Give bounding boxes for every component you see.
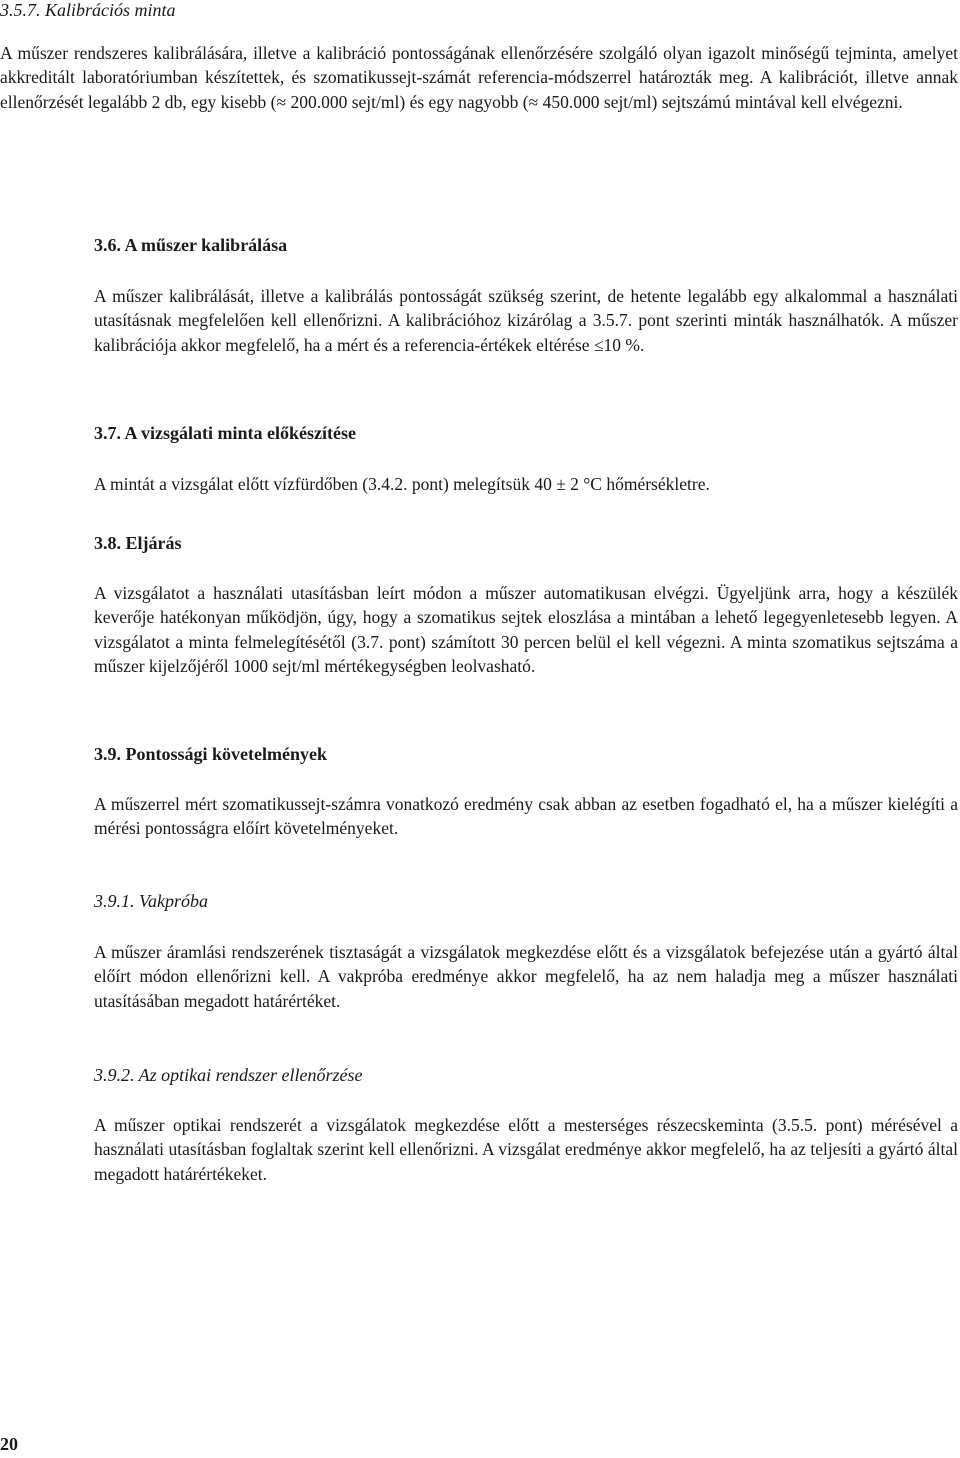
section-3-5-7-paragraph: A műszer rendszeres kalibrálására, illetve a kalibráció pontosságának ellenőrzésére szolgáló olyan igazolt minőségű tejminta, amelyet akkreditált laboratóriumban készítettek, és szomatikussejt-számát referencia-módszerrel határozták meg. A kalibrációt, illetve annak ellenőrzését legalább 2 db, egy kisebb (≈ 200.000 sejt/ml) és egy nagyobb (≈ 450.000 sejt/ml) sejtszámú mintával kell elvégezni. <box>0 43 958 112</box>
section-3-9-1-paragraph: A műszer áramlási rendszerének tisztaságát a vizsgálatok megkezdése előtt és a vizsgálatok befejezése után a gyártó által előírt módon ellenőrizni kell. A vakpróba eredménye akkor megfelelő, ha az nem haladja meg a műszer használati utasításában megadott határértéket. <box>94 942 958 1011</box>
section-3-7-title: 3.7. A vizsgálati minta előkészítése <box>94 423 356 443</box>
section-3-9-1-title: 3.9.1. Vakpróba <box>94 891 208 911</box>
section-3-7-paragraph: A mintát a vizsgálat előtt vízfürdőben (3.4.2. pont) melegítsük 40 ± 2 °C hőmérsékletre. <box>94 474 710 494</box>
section-3-9-2-title: 3.9.2. Az optikai rendszer ellenőrzése <box>94 1065 363 1085</box>
section-3-9-title: 3.9. Pontossági követelmények <box>94 744 327 764</box>
section-3-9-paragraph: A műszerrel mért szomatikussejt-számra vonatkozó eredmény csak abban az esetben fogadható el, ha a műszer kielégíti a mérési pontosságra előírt követelményeket. <box>94 794 958 839</box>
section-3-8-title: 3.8. Eljárás <box>94 533 182 553</box>
section-3-6-title: 3.6. A műszer kalibrálása <box>94 235 288 255</box>
section-3-9-2-paragraph: A műszer optikai rendszerét a vizsgálatok megkezdése előtt a mesterséges részecskeminta (3.5.5. pont) mérésével a használati utasításban foglaltak szerint kell ellenőrizni. A vizsgálat eredménye akkor megfelelő, ha az teljesíti a gyártó által megadott határértékeket. <box>94 1115 958 1184</box>
section-3-6-paragraph: A műszer kalibrálását, illetve a kalibrálás pontosságát szükség szerint, de hetente legalább egy alkalommal a használati utasításnak megfelelően kell ellenőrizni. A kalibrációhoz kizárólag a 3.5.7. pont szerinti minták használhatók. A műszer kalibrációja akkor megfelelő, ha a mért és a referencia-értékek eltérése ≤10 %. <box>94 286 958 355</box>
page-number: 20 <box>0 1434 18 1454</box>
section-3-5-7-title: 3.5.7. Kalibrációs minta <box>0 0 176 20</box>
section-3-8-paragraph: A vizsgálatot a használati utasításban leírt módon a műszer automatikusan elvégzi. Ügyeljünk arra, hogy a készülék keverője hatékonyan működjön, úgy, hogy a szomatikus sejtek eloszlása a mintában a lehető legegyenletesebb legyen. A vizsgálatot a minta felmelegítésétől (3.7. pont) számított 30 percen belül el kell végezni. A minta szomatikus sejtszáma a műszer kijelzőjéről 1000 sejt/ml mértékegységben leolvasható. <box>94 583 958 677</box>
